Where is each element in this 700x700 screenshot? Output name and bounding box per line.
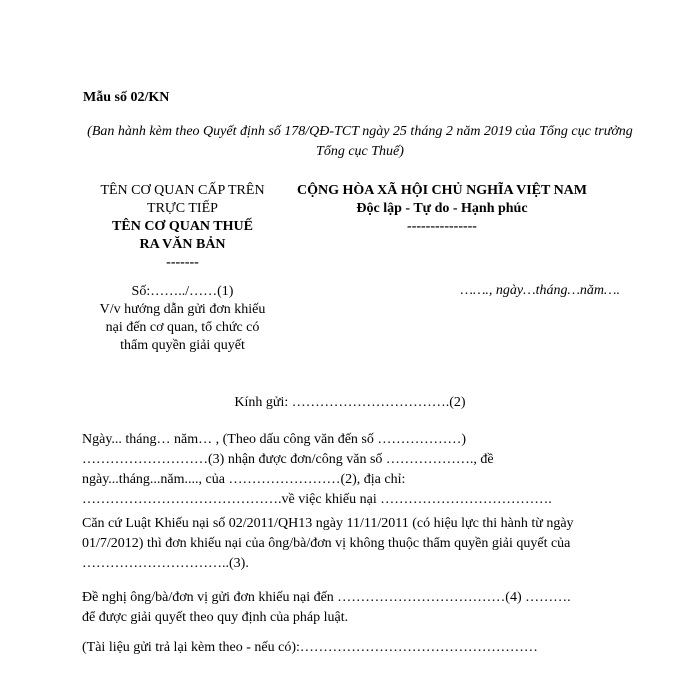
paragraph-request <box>82 588 627 628</box>
document-number: Số:……../……(1) <box>131 284 234 299</box>
parent-agency-line2: TRỰC TIẾP <box>147 201 218 216</box>
paragraph2-line2: 01/7/2012) thì đơn khiếu nại của ông/bà/đơn vị không thuộc thẩm quyền giải quyết của <box>82 536 571 551</box>
paragraph1-line3: ngày...tháng...năm...., của ……………………(2), địa chỉ: <box>82 472 406 487</box>
subject-line1: V/v hướng dẫn gửi đơn khiếu <box>99 302 266 317</box>
recipient-line: Kính gửi: …………………………….(2) <box>234 395 466 410</box>
tax-agency-line1: TÊN CƠ QUAN THUẾ <box>112 219 253 234</box>
paragraph3-line2: để được giải quyết theo quy định của pháp luật. <box>82 610 349 625</box>
parent-agency-line1: TÊN CƠ QUAN CẤP TRÊN <box>100 183 265 198</box>
paragraph2-line1: Căn cứ Luật Khiếu nại số 02/2011/QH13 ngày 11/11/2011 (có hiệu lực thi hành từ ngày <box>82 516 574 531</box>
national-motto: Độc lập - Tự do - Hạnh phúc <box>356 201 528 216</box>
paragraph1-line4: …………………………………….về việc khiếu nại ………………………………. <box>82 492 552 507</box>
issuing-agency-header <box>70 182 295 272</box>
paragraph-received <box>82 430 627 510</box>
paragraph1-line1: Ngày... tháng… năm… , (Theo dấu công văn đến số ………………) <box>82 432 467 447</box>
left-header-rule: ------- <box>166 255 199 270</box>
right-header-rule: --------------- <box>407 219 477 234</box>
subject-line2: nại đến cơ quan, tổ chức có <box>105 320 260 335</box>
paragraph1-line2: ………………………(3) nhận được đơn/công văn số ………………., đề <box>82 452 494 467</box>
paragraph-legal-basis <box>82 514 627 574</box>
paragraph2-line3: …………………………..(3). <box>82 556 249 571</box>
subject-line3: thẩm quyền giải quyết <box>120 338 245 353</box>
document-reference <box>70 283 295 355</box>
paragraph3-line1: Đề nghị ông/bà/đơn vị gửi đơn khiếu nại đến ………………………………(4) ………. <box>82 590 571 605</box>
tax-agency-line2: RA VĂN BẢN <box>139 237 226 252</box>
issued-by-note: (Ban hành kèm theo Quyết định số 178/QĐ-TCT ngày 25 tháng 2 năm 2019 của Tổng cục trưởng Tổng cục Thuế) <box>87 124 633 159</box>
form-number: Mẫu số 02/KN <box>83 90 170 105</box>
national-header <box>282 182 602 236</box>
paragraph-attachments <box>82 638 627 658</box>
country-name: CỘNG HÒA XÃ HỘI CHỦ NGHĨA VIỆT NAM <box>296 183 587 198</box>
place-and-date: ……., ngày…tháng…năm…. <box>460 283 620 298</box>
paragraph4-line1: (Tài liệu gửi trả lại kèm theo - nếu có):…………………………………………… <box>82 640 538 655</box>
